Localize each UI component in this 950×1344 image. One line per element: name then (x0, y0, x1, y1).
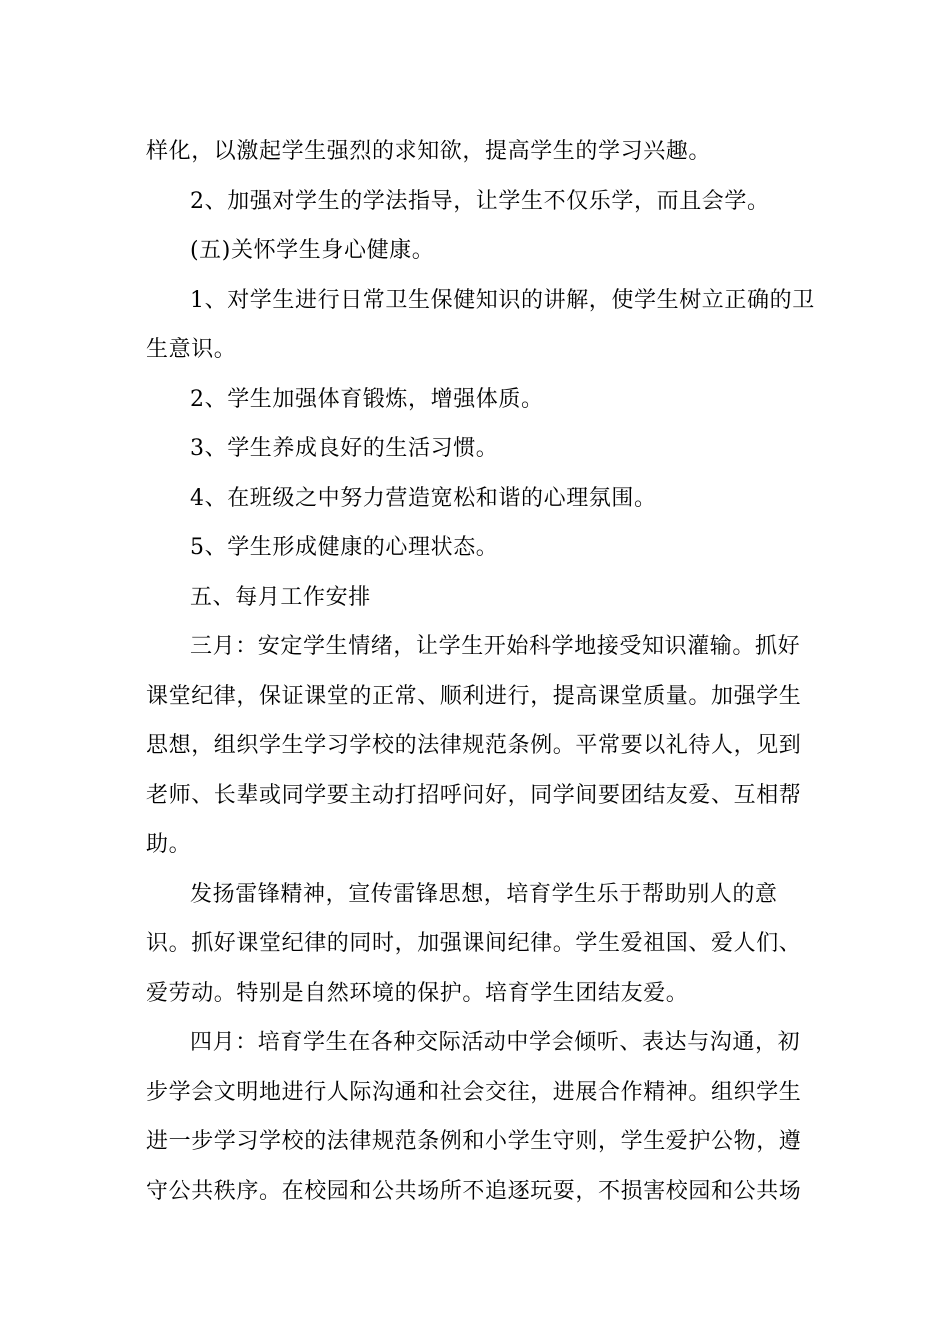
paragraph-2: 2、加强对学生的学法指导，让学生不仅乐学，而且会学。 (190, 188, 770, 214)
paragraph-6: 3、学生养成良好的生活习惯。 (190, 436, 499, 461)
paragraph-5: 2、学生加强体育锻炼，增强体质。 (190, 386, 544, 412)
paragraph-9: 五、每月工作安排 (190, 584, 371, 610)
paragraph-3: (五)关怀学生身心健康。 (190, 238, 435, 263)
paragraph-7: 4、在班级之中努力营造宽松和谐的心理氛围。 (190, 485, 657, 511)
paragraph-10: 三月：安定学生情绪，让学生开始科学地接受知识灌输。抓好课堂纪律，保证课堂的正常、顺利进行，提高课堂质量。加强学生思想，组织学生学习学校的法律规范条例。平常要以礼待人，见到老师、长辈或同学要主动打招呼问好，同学间要团结友爱、互相帮助。 (146, 634, 802, 857)
document-body (146, 127, 818, 1216)
paragraph-11: 发扬雷锋精神，宣传雷锋思想，培育学生乐于帮助别人的意识。抓好课堂纪律的同时，加强课间纪律。学生爱祖国、爱人们、爱劳动。特别是自然环境的保护。培育学生团结友爱。 (146, 881, 802, 1006)
paragraph-4: 1、对学生进行日常卫生保健知识的讲解，使学生树立正确的卫生意识。 (146, 287, 815, 362)
paragraph-1: 样化，以激起学生强烈的求知欲，提高学生的学习兴趣。 (146, 139, 712, 164)
paragraph-8: 5、学生形成健康的心理状态。 (190, 535, 499, 560)
paragraph-12: 四月：培育学生在各种交际活动中学会倾听、表达与沟通，初步学会文明地进行人际沟通和社会交往，进展合作精神。组织学生进一步学习学校的法律规范条例和小学生守则，学生爱护公物，遵守公共秩序。在校园和公共场所不追逐玩耍，不损害校园和公共场 (146, 1030, 802, 1204)
